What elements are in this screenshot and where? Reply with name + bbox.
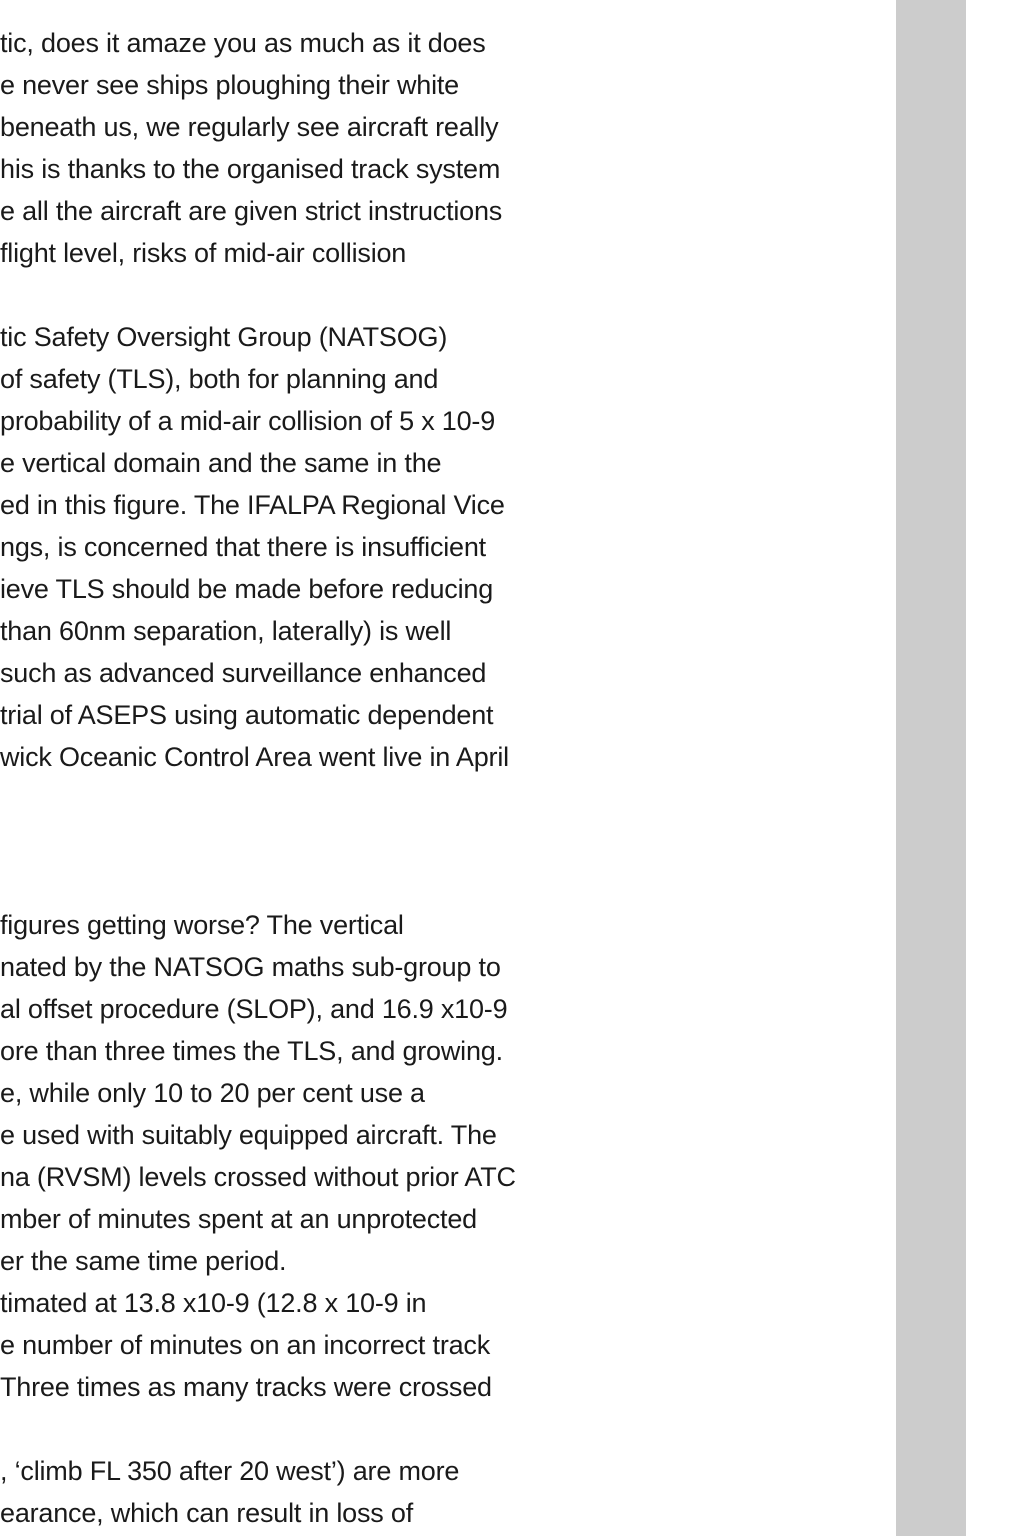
text-line: wick Oceanic Control Area went live in April — [0, 742, 509, 772]
text-line: er the same time period. — [0, 1246, 287, 1276]
text-line: e, while only 10 to 20 per cent use a — [0, 1078, 425, 1108]
text-line: tic, does it amaze you as much as it does — [0, 28, 486, 58]
text-line: ieve TLS should be made before reducing — [0, 574, 494, 604]
text-line: ed in this figure. The IFALPA Regional Vice — [0, 490, 505, 520]
text-line: , ‘climb FL 350 after 20 west’) are more — [0, 1456, 460, 1486]
text-line: such as advanced surveillance enhanced — [0, 658, 487, 688]
text-line: Three times as many tracks were crossed — [0, 1372, 492, 1402]
text-line: al offset procedure (SLOP), and 16.9 x10-9 — [0, 994, 508, 1024]
text-line: probability of a mid-air collision of 5 x 10-9 — [0, 406, 496, 436]
text-line: ore than three times the TLS, and growing. — [0, 1036, 503, 1066]
text-line: na (RVSM) levels crossed without prior ATC — [0, 1162, 516, 1192]
text-line: of safety (TLS), both for planning and — [0, 364, 439, 394]
text-line: trial of ASEPS using automatic dependent — [0, 700, 494, 730]
text-line: flight level, risks of mid-air collision — [0, 238, 407, 268]
text-line: tic Safety Oversight Group (NATSOG) — [0, 322, 448, 352]
text-line: than 60nm separation, laterally) is well — [0, 616, 452, 646]
text-line: ngs, is concerned that there is insufficient — [0, 532, 486, 562]
text-line: e never see ships ploughing their white — [0, 70, 459, 100]
page-side-band — [896, 0, 966, 1536]
text-line: his is thanks to the organised track system — [0, 154, 501, 184]
text-line: e vertical domain and the same in the — [0, 448, 442, 478]
text-line: nated by the NATSOG maths sub-group to — [0, 952, 501, 982]
text-line: beneath us, we regularly see aircraft really — [0, 112, 499, 142]
text-line: e number of minutes on an incorrect track — [0, 1330, 491, 1360]
text-line: e all the aircraft are given strict instructions — [0, 196, 503, 226]
text-line: e used with suitably equipped aircraft. The — [0, 1120, 497, 1150]
text-line: earance, which can result in loss of — [0, 1498, 414, 1528]
text-line: mber of minutes spent at an unprotected — [0, 1204, 477, 1234]
text-line: timated at 13.8 x10-9 (12.8 x 10-9 in — [0, 1288, 427, 1318]
text-line: figures getting worse? The vertical — [0, 910, 404, 940]
